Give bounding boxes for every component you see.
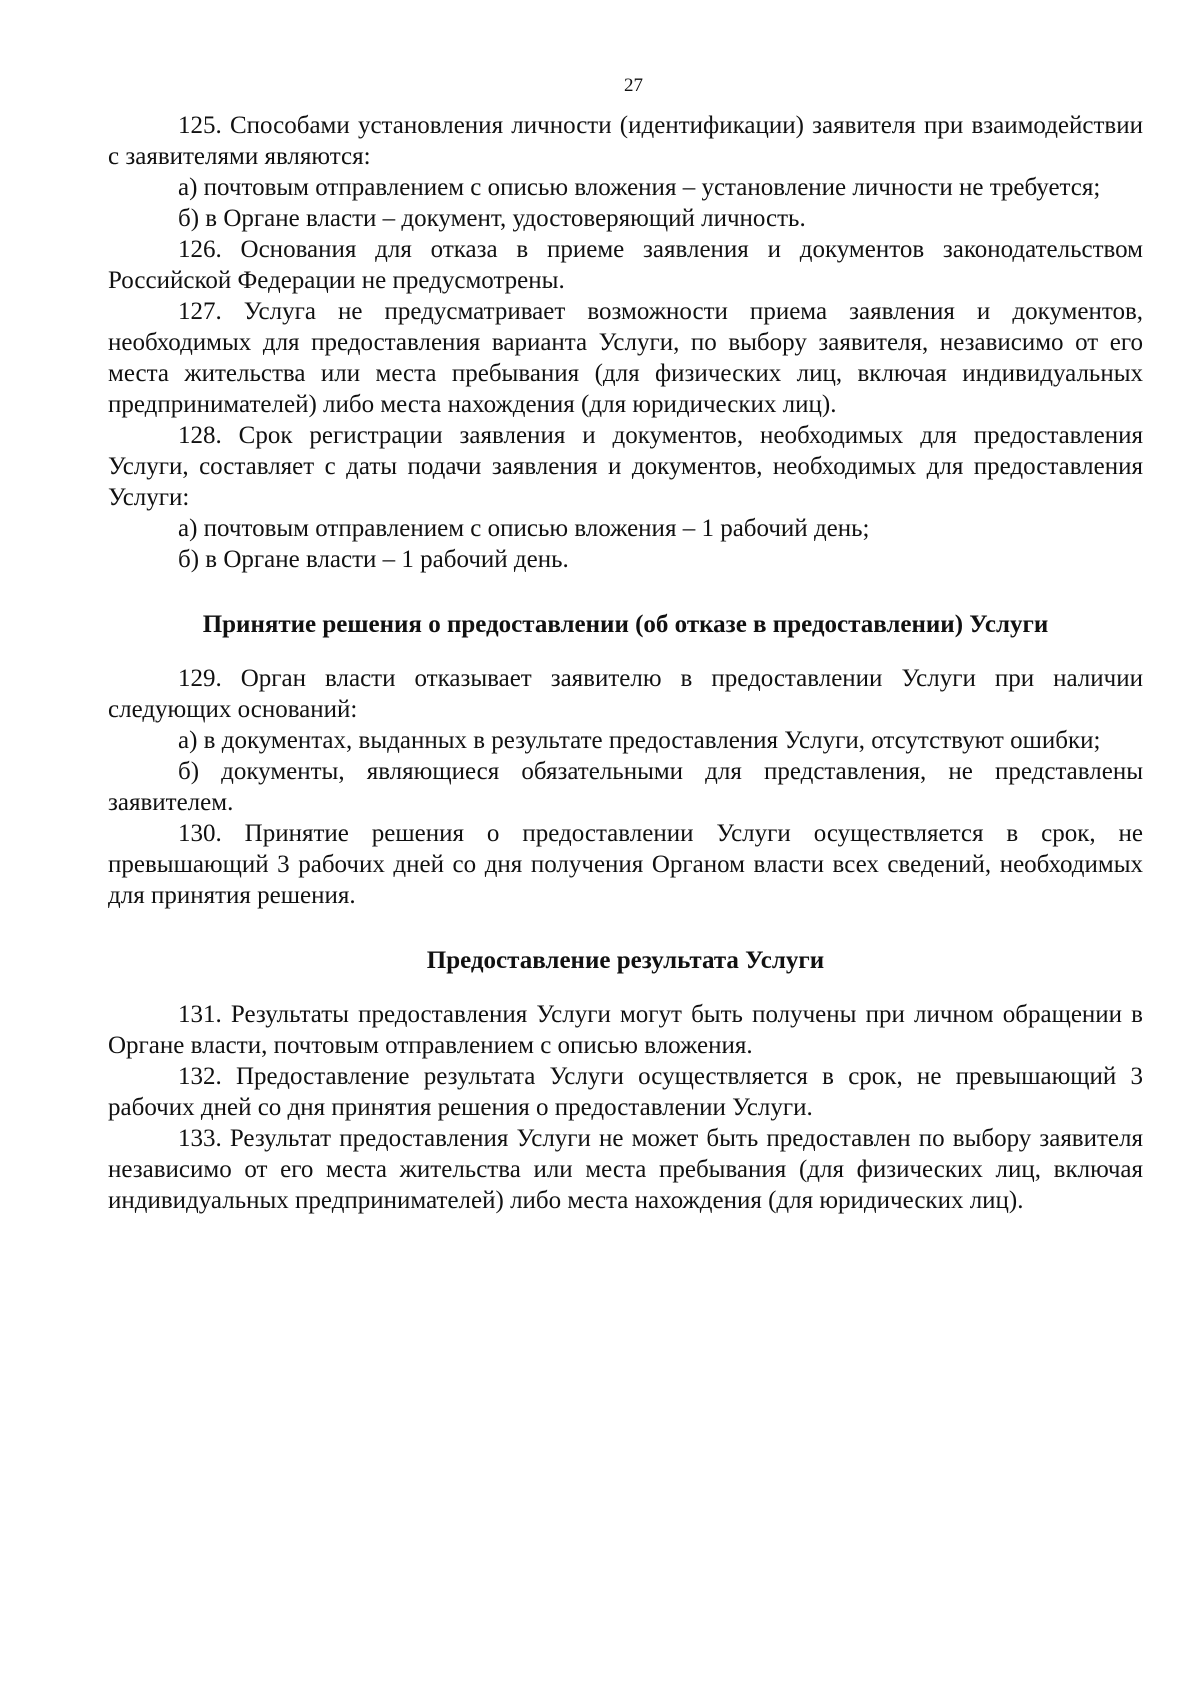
paragraph-125: 125. Способами установления личности (идентификации) заявителя при взаимодействии с заявителями являются:	[108, 112, 1143, 170]
paragraph-131: 131. Результаты предоставления Услуги могут быть получены при личном обращении в Органе власти, почтовым отправлением с описью вложения.	[108, 1001, 1143, 1059]
paragraph-125-a: а) почтовым отправлением с описью вложения – установление личности не требуется;	[178, 174, 1101, 201]
section-heading-result: Предоставление результата Услуги	[426, 947, 825, 974]
paragraph-133: 133. Результат предоставления Услуги не может быть предоставлен по выбору заявителя независимо от его места жительства или места пребывания (для физических лиц, включая индивидуальных предпринимателей) либо места нахождения (для юридических лиц).	[108, 1125, 1143, 1214]
paragraph-128: 128. Срок регистрации заявления и документов, необходимых для предоставления Услуги, составляет с даты подачи заявления и документов, необходимых для предоставления Услуги:	[108, 422, 1143, 511]
page-number: 27	[624, 75, 643, 96]
paragraph-129: 129. Орган власти отказывает заявителю в предоставлении Услуги при наличии следующих оснований:	[108, 665, 1143, 723]
paragraph-129-b: б) документы, являющиеся обязательными для представления, не представлены заявителем.	[108, 758, 1143, 816]
paragraph-130: 130. Принятие решения о предоставлении Услуги осуществляется в срок, не превышающий 3 рабочих дней со дня получения Органом власти всех сведений, необходимых для принятия решения.	[108, 820, 1143, 909]
paragraph-128-b: б) в Органе власти – 1 рабочий день.	[178, 546, 569, 573]
paragraph-125-b: б) в Органе власти – документ, удостоверяющий личность.	[178, 205, 806, 232]
paragraph-127: 127. Услуга не предусматривает возможности приема заявления и документов, необходимых для предоставления варианта Услуги, по выбору заявителя, независимо от его места жительства или места пребывания (для физических лиц, включая индивидуальных предпринимателей) либо места нахождения (для юридических лиц).	[108, 298, 1143, 418]
section-heading-decision: Принятие решения о предоставлении (об отказе в предоставлении) Услуги	[202, 611, 1049, 638]
paragraph-129-a: а) в документах, выданных в результате предоставления Услуги, отсутствуют ошибки;	[178, 727, 1101, 754]
document-page	[108, 74, 1143, 1216]
paragraph-132: 132. Предоставление результата Услуги осуществляется в срок, не превышающий 3 рабочих дней со дня принятия решения о предоставлении Услуги.	[108, 1063, 1143, 1121]
paragraph-126: 126. Основания для отказа в приеме заявления и документов законодательством Российской Федерации не предусмотрены.	[108, 236, 1143, 294]
paragraph-128-a: а) почтовым отправлением с описью вложения – 1 рабочий день;	[178, 515, 870, 542]
